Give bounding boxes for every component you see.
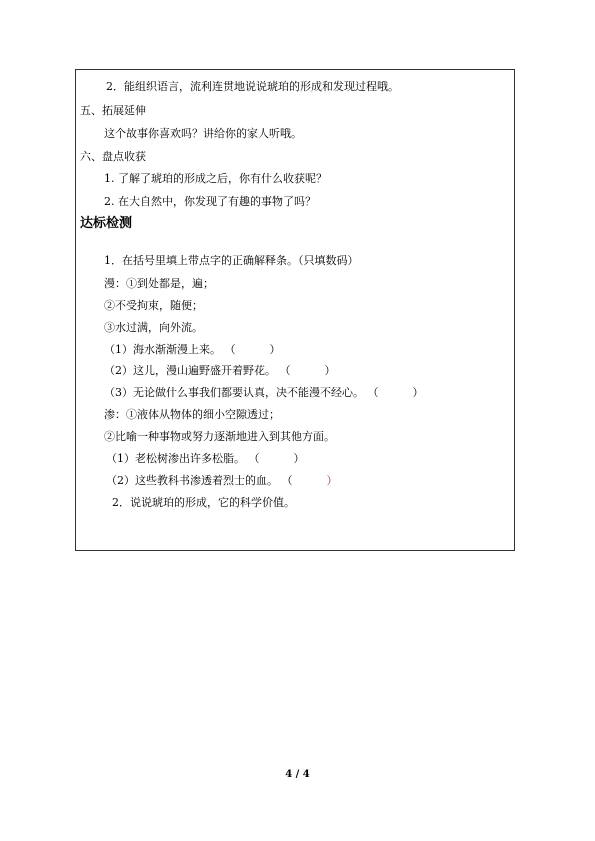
answer-blank[interactable]: （ ） bbox=[248, 452, 305, 465]
sentence-text: （3）无论做什么事我们都要认真，决不能漫不经心。 bbox=[104, 386, 364, 399]
definition-shen-1: 渗：①液体从物体的细小空隙透过； bbox=[104, 408, 280, 421]
sentence-text: （2）这些教科书渗透着烈士的血。 bbox=[106, 474, 278, 487]
page-number: 4 / 4 bbox=[285, 769, 310, 780]
sentence-man-2 bbox=[104, 364, 336, 378]
text-line: 2. 在大自然中，你发现了有趣的事物了吗？ bbox=[104, 195, 316, 208]
question-2: 2．说说琥珀的形成，它的科学价值。 bbox=[112, 496, 295, 509]
section-heading-summary: 六、盘点收获 bbox=[80, 150, 146, 163]
answer-blank[interactable]: （ ） bbox=[281, 474, 338, 487]
sentence-shen-2 bbox=[106, 474, 338, 488]
question-1: 1．在括号里填上带点字的正确解释条。（只填数码） bbox=[104, 254, 359, 267]
sentence-text: （2）这儿，漫山遍野盛开着野花。 bbox=[104, 364, 276, 377]
section-heading-extension: 五、拓展延伸 bbox=[80, 104, 146, 117]
definition-man-2: ②不受拘束，随便； bbox=[104, 299, 203, 312]
sentence-man-3 bbox=[104, 386, 424, 400]
text-line: 1. 了解了琥珀的形成之后，你有什么收获呢？ bbox=[104, 172, 327, 185]
answer-blank[interactable]: （ ） bbox=[224, 343, 281, 356]
answer-blank[interactable]: （ ） bbox=[279, 364, 336, 377]
sentence-shen-1 bbox=[106, 452, 305, 466]
sentence-man-1 bbox=[104, 343, 281, 357]
answer-blank[interactable]: （ ） bbox=[367, 386, 424, 399]
text-line: 2．能组织语言，流利连贯地说说琥珀的形成和发现过程哦。 bbox=[106, 80, 399, 93]
definition-man-3: ③水过满，向外流。 bbox=[104, 321, 203, 334]
sentence-text: （1）老松树渗出许多松脂。 bbox=[106, 452, 245, 465]
definition-shen-2: ②比喻一种事物或努力逐渐地进入到其他方面。 bbox=[104, 430, 335, 443]
text-line: 这个故事你喜欢吗？讲给你的家人听哦。 bbox=[104, 127, 302, 140]
sentence-text: （1）海水渐渐漫上来。 bbox=[104, 343, 221, 356]
section-title: 达标检测 bbox=[80, 216, 133, 231]
definition-man-1: 漫：①到处都是，遍； bbox=[104, 277, 214, 290]
